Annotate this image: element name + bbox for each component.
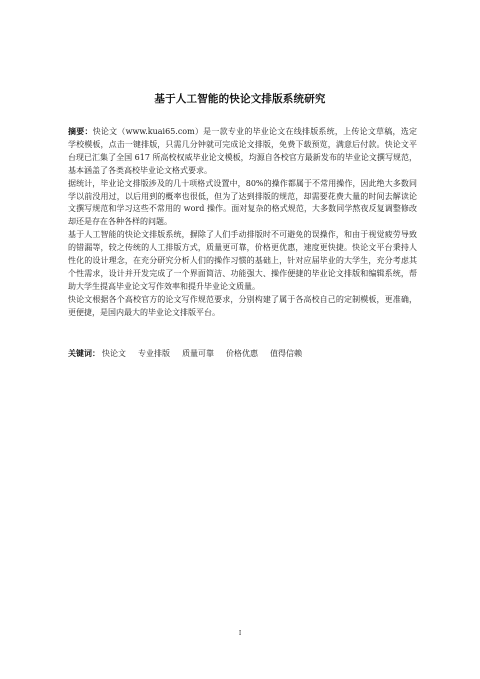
keywords-section (68, 348, 417, 360)
keywords-label: 关键词： (68, 349, 100, 358)
abstract-text-1: 快论文（www.kuai65.com）是一款专业的毕业论文在线排版系统，上传论文草稿，选定学校模板，点击一键排版，只需几分钟就可完成论文排版，免费下载预览，满意后付款。快论文平台现已汇集了全国 617 所高校权威毕业论文模板，均源自各校官方最新发布的毕业论文撰写规范，基本涵盖了各类高校毕业论文格式要求。 (68, 127, 417, 175)
abstract-paragraph-3: 基于人工智能的快论文排版系统，摒除了人们手动排版时不可避免的误操作，和由于视觉疲劳导致的错漏等，较之传统的人工排版方式，质量更可靠，价格更优惠，速度更快捷。快论文平台秉持人性化的设计理念，在充分研究分析人们的操作习惯的基础上，针对应届毕业的大学生，充分考虑其个性需求，设计并开发完成了一个界面简洁、功能强大、操作便捷的毕业论文排版和编辑系统，帮助大学生提高毕业论文写作效率和提升毕业论文质量。 (68, 230, 417, 291)
abstract-paragraph-4: 快论文根据各个高校官方的论文写作规范要求，分别构建了属于各高校自己的定制模板，更准确，更便捷，是国内最大的毕业论文排版平台。 (68, 294, 417, 317)
abstract-label: 摘要： (68, 127, 93, 136)
keyword-item: 快论文 (102, 349, 126, 358)
keyword-item: 专业排版 (138, 349, 170, 358)
abstract-paragraph-2: 据统计，毕业论文排版涉及的几十项格式设置中，80%的操作都属于不常用操作，因此绝大多数同学以前没用过，以后用到的概率也很低，但为了达到排版的规范，却需要花费大量的时间去解读论文撰写规范和学习这些不常用的 word 操作。面对复杂的格式规范，大多数同学熬夜反复调整修改却还是存在各种各样的问题。 (68, 178, 417, 227)
keyword-item: 价格优惠 (226, 349, 258, 358)
abstract-section (68, 126, 417, 320)
keyword-item: 值得信赖 (270, 349, 302, 358)
keyword-item: 质量可靠 (182, 349, 214, 358)
abstract-paragraph-1 (68, 126, 417, 178)
page-number: I (238, 630, 242, 637)
document-title: 基于人工智能的快论文排版系统研究 (154, 93, 326, 105)
